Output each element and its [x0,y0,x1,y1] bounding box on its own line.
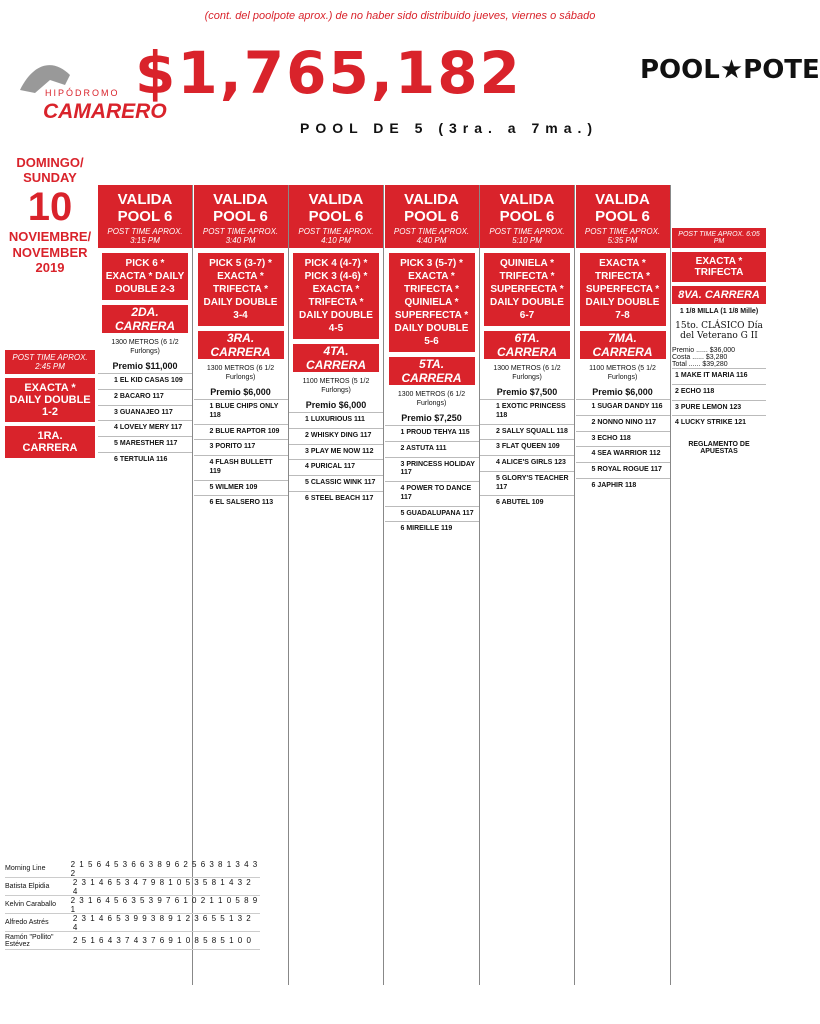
race-1-bet: EXACTA * DAILY DOUBLE 1-2 [5,378,95,422]
race-column [385,185,480,985]
day-label: DOMINGO/ SUNDAY [16,155,84,185]
purse-line: Total ...... $39,280 [672,361,728,368]
horse-name: 3 PORITO 117 [209,443,256,451]
bet-types: QUINIELA * TRIFECTA * SUPERFECTA * DAILY DOUBLE 6-7 [484,253,570,326]
pool-header: VALIDA POOL 6 [576,185,670,227]
pool-header: VALIDA POOL 6 [98,185,192,227]
horse-entry [289,459,383,475]
horse-entry [576,446,670,462]
race-title: 5TA. CARRERA [389,357,475,385]
horse-entry [480,495,574,511]
horse-name: 1 LUXURIOUS 111 [305,416,365,424]
race-title: 7MA. CARRERA [580,331,666,359]
race-8-classic: 15to. CLÁSICO Día del Veterano G II [675,321,763,341]
horse-name: 2 WHISKY DING 117 [305,431,372,439]
logo-small-text: HIPÓDROMO [45,88,120,98]
horse-name: 1 SUGAR DANDY 116 [591,403,663,411]
horse-entry [289,412,383,428]
race-purse: Premio $7,250 [401,413,462,424]
horse-name: 2 BLUE RAPTOR 109 [209,427,280,435]
horse-name: 2 SALLY SQUALL 118 [496,427,568,435]
post-time: POST TIME APROX. 4:10 PM [289,227,383,248]
horse-entry [672,415,766,431]
horse-name: 3 ECHO 118 [591,434,631,442]
race-title: 6TA. CARRERA [484,331,570,359]
horse-entry [385,457,479,482]
race-conditions: 1300 METROS (6 1/2 Furlongs) [397,391,466,408]
horse-entry [385,521,479,537]
race-conditions: 1300 METROS (6 1/2 Furlongs) [111,339,179,356]
horse-entry [385,441,479,457]
horse-entry [480,424,574,440]
purse-line: Premio ...... $36,000 [672,347,736,354]
date-block [5,155,95,276]
race-purse: Premio $6,000 [305,400,367,411]
bet-types: PICK 4 (4-7) * PICK 3 (4-6) * EXACTA * TRIFECTA * DAILY DOUBLE 4-5 [293,253,379,339]
bet-types: PICK 6 * EXACTA * DAILY DOUBLE 2-3 [102,253,188,300]
horse-entry [576,431,670,447]
race-title: 3RA. CARRERA [198,331,284,359]
pool-header: VALIDA POOL 6 [194,185,288,227]
horse-entry [385,481,479,506]
horse-name: 6 EL SALSERO 113 [209,499,274,507]
handicapper-picks: 2 3 1 4 6 5 3 4 7 9 8 1 0 5 3 5 8 1 4 3 2 4 [72,877,252,896]
handicapper-name: Alfredo Astrés [5,919,49,926]
horse-entry [194,455,288,480]
horse-entry [98,405,192,421]
race-1-block [5,350,95,458]
horse-name: 2 ECHO 118 [675,387,715,395]
race-title: 2DA. CARRERA [102,305,188,333]
horse-name: 6 JAPHIR 118 [591,481,637,489]
race-conditions: 1100 METROS (5 1/2 Furlongs) [302,378,370,395]
handicapper-row [5,860,260,878]
horse-name: 6 ABUTEL 109 [496,499,544,507]
horse-name: 6 MIREILLE 119 [400,525,453,533]
horse-entry [480,439,574,455]
horse-name: 3 PRINCESS HOLIDAY 117 [400,460,475,477]
horse-entry [672,400,766,416]
race-1-title: 1RA. CARRERA [5,426,95,458]
horse-name: 3 GUANAJEO 117 [114,408,173,416]
handicapper-name: Kelvin Caraballo [5,901,56,908]
horse-name: 6 STEEL BEACH 117 [305,494,374,502]
handicapper-picks: 2 3 1 6 4 5 6 3 5 3 9 7 6 1 0 2 1 1 0 5 8 9 1 [70,895,259,914]
horse-name: 4 SEA WARRIOR 112 [591,450,661,458]
handicapper-name: Morning Line [5,865,46,872]
horse-name: 5 MARESTHER 117 [114,440,178,448]
pool-header: VALIDA POOL 6 [385,185,479,227]
race-conditions: 1300 METROS (6 1/2 Furlongs) [493,365,561,382]
pool-header: VALIDA POOL 6 [480,185,574,227]
month-label: NOVIEMBRE/ NOVEMBER [8,229,92,260]
horse-name: 2 NONNO NINO 117 [591,418,657,426]
horse-entry [289,491,383,507]
notice-text: (cont. del poolpote aprox.) de no haber sido distribuido jueves, viernes o sábado [204,10,596,22]
horse-entry [289,428,383,444]
horse-name: 4 LUCKY STRIKE 121 [675,419,747,427]
race-column [480,185,575,985]
rules-title: REGLAMENTO DE APUESTAS [688,441,750,455]
race-8-dist: 1 1/8 MILLA (1 1/8 Mille) [679,308,759,315]
race-8-bet: EXACTA * TRIFECTA [672,252,766,282]
post-time: POST TIME APROX. 5:10 PM [480,227,574,248]
race-purse: Premio $6,000 [592,387,653,398]
jackpot-amount: $1,765,182 [135,39,522,107]
purse-line: Costa ...... $3,280 [672,354,728,361]
horse-entry [194,399,288,424]
horse-name: 4 ALICE'S GIRLS 123 [496,459,566,467]
horse-entry [98,452,192,468]
horse-name: 4 LOVELY MERY 117 [114,424,183,432]
race-8-time: POST TIME APROX. 6:05 PM [672,228,766,248]
day-number: 10 [27,185,73,229]
handicapper-row [5,878,260,896]
year-label: 2019 [35,260,65,276]
post-time: POST TIME APROX. 3:40 PM [194,227,288,248]
horse-entry [98,389,192,405]
handicapper-picks: 2 1 5 6 4 5 3 6 6 3 8 9 6 2 5 6 3 8 1 3 4 3 2 [70,859,259,878]
horse-name: 1 EXOTIC PRINCESS 118 [496,403,566,419]
horse-entry [194,439,288,455]
horse-entry [385,425,479,441]
horse-name: 6 TERTULIA 116 [114,455,168,463]
race-purse: Premio $6,000 [210,387,271,398]
horse-entry [576,415,670,431]
horse-name: 3 FLAT QUEEN 109 [496,443,560,451]
horse-name: 5 GUADALUPANA 117 [400,509,474,517]
race-column [576,185,671,985]
horse-name: 4 PURICAL 117 [305,463,356,471]
handicapper-picks: 2 3 1 4 6 5 3 9 9 3 8 9 1 2 3 6 5 5 1 3 2 4 [72,913,252,932]
handicapper-picks: 2 5 1 6 4 3 7 4 3 7 6 9 1 0 8 5 8 5 1 0 0 [73,936,252,945]
poolpote-logo: POOL★POTE [640,55,820,85]
race-8-block [672,228,766,455]
horse-entry [98,373,192,389]
horse-name: 5 WILMER 109 [209,483,258,491]
bet-types: EXACTA * TRIFECTA * SUPERFECTA * DAILY DOUBLE 7-8 [580,253,666,326]
horse-entry [480,471,574,496]
pool-header: VALIDA POOL 6 [289,185,383,227]
horse-entry [576,478,670,494]
horse-entry [98,420,192,436]
horse-entry [194,495,288,511]
horse-name: 2 ASTUTA 111 [400,444,447,452]
horse-name: 4 POWER TO DANCE 117 [400,485,472,501]
horse-entry [672,384,766,400]
post-time: POST TIME APROX. 4:40 PM [385,227,479,248]
post-time: POST TIME APROX. 5:35 PM [576,227,670,248]
horse-name: 1 BLUE CHIPS ONLY 118 [209,403,279,419]
horse-entry [98,436,192,452]
horse-entry [194,424,288,440]
pool-subtitle: POOL DE 5 (3ra. a 7ma.) [300,120,599,136]
horse-entry [480,399,574,424]
horse-entry [480,455,574,471]
race-purse: Premio $11,000 [112,361,178,372]
post-time: POST TIME APROX. 3:15 PM [98,227,192,248]
horse-entry [289,444,383,460]
handicapper-row [5,896,260,914]
race-conditions: 1300 METROS (6 1/2 Furlongs) [206,365,275,382]
race-column [289,185,384,985]
horse-name: 3 PLAY ME NOW 112 [305,447,374,455]
bet-types: PICK 3 (5-7) * EXACTA * TRIFECTA * QUINIELA * SUPERFECTA * DAILY DOUBLE 5-6 [389,253,475,352]
horse-entry [576,399,670,415]
horse-name: 1 EL KID CASAS 109 [114,377,183,385]
bet-types: PICK 5 (3-7) * EXACTA * TRIFECTA * DAILY DOUBLE 3-4 [198,253,284,326]
handicapper-row [5,932,260,950]
handicapper-name: Ramón "Pollito" Estévez [5,933,54,948]
horse-name: 3 PURE LEMON 123 [675,403,742,411]
horse-entry [576,462,670,478]
horse-name: 4 FLASH BULLETT 119 [209,459,273,475]
race-8-title: 8VA. CARRERA [672,286,766,304]
horse-name: 5 GLORY'S TEACHER 117 [496,474,569,491]
horse-name: 5 CLASSIC WINK 117 [305,479,376,487]
race-1-time: POST TIME APROX. 2:45 PM [5,350,95,374]
horse-entry [672,368,766,384]
handicapper-row [5,914,260,932]
race-conditions: 1100 METROS (5 1/2 Furlongs) [589,365,656,382]
hipodromo-logo [15,55,167,145]
horse-name: 1 PROUD TEHYA 115 [400,429,470,437]
horse-name: 2 BACARO 117 [114,392,164,400]
logo-big-text: CAMARERO [43,100,167,123]
race-purse: Premio $7,500 [496,387,558,398]
race-title: 4TA. CARRERA [293,344,379,372]
handicapper-name: Batista Elpidia [5,883,50,890]
horse-name: 5 ROYAL ROGUE 117 [591,466,662,474]
horse-entry [194,480,288,496]
horse-entry [385,506,479,522]
horse-name: 1 MAKE IT MARIA 116 [675,372,748,379]
horse-entry [289,475,383,491]
handicapper-table [5,860,260,950]
